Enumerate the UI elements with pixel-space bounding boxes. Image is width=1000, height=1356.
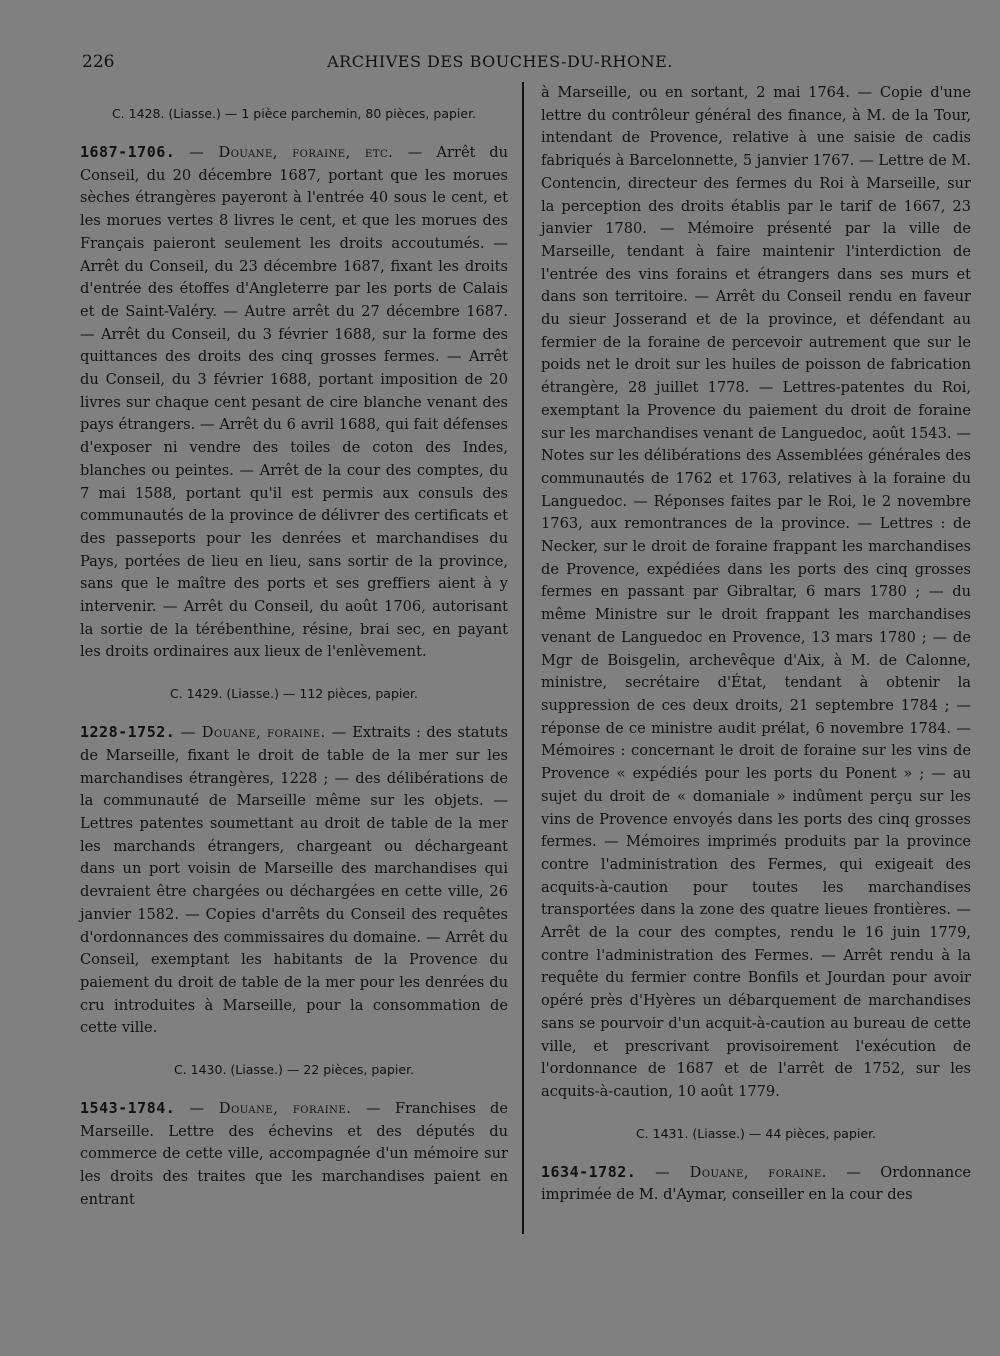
- entry-text: Franchises de Marseille. Lettre des échevins et des députés du commerce de cette ville, accompagnée d'un mémoire sur les droits des traites que les marchandises paient en entrant: [80, 1100, 508, 1208]
- entry-c1430-continued: [541, 82, 971, 1104]
- entry-cote: C. 1431. (Liasse.) — 44 pièces, papier.: [635, 1125, 877, 1141]
- entry-text: Arrêt du Conseil, du 20 décembre 1687, portant que les morues sèches étrangères payeront à l'entrée 40 sous le cent, et les morues vertes 8 livres le cent, et que les morues des Français paieront seulement les droits accoutumés. — Arrêt du Conseil, du 23 décembre 1687, fixant les droits d'entrée des étoffes d'Angleterre par les ports de Calais et de Saint-Valéry. — Autre arrêt du 27 décembre 1687. — Arrêt du Conseil, du 3 février 1688, sur la forme des quittances des droits des cinq grosses fermes. — Arrêt du Conseil, du 3 février 1688, portant imposition de 20 livres sur chaque cent pesant de cire blanche venant des pays étrangers. — Arrêt du 6 avril 1688, qui fait défenses d'exposer ni vendre des toiles de coton des Indes, blanches ou peintes. — Arrêt de la cour des comptes, du 7 mai 1588, portant qu'il est permis aux consuls des communautés de la province de délivrer des certificats et des passeports pour les denrées et marchandises du Pays, portées de lieu en lieu, sans sortir de la province, sans que le maître des ports et ses greffiers aient à y intervenir. — Arrêt du Conseil, du août 1706, autorisant la sortie de la térébenthine, résine, brai sec, en payant les droits ordinaires aux lieux de l'enlèvement.: [80, 144, 509, 661]
- right-column: [541, 82, 971, 1207]
- column-divider: [522, 82, 524, 1234]
- entry-subject: — Douane, foraine, etc. —: [189, 144, 423, 161]
- entry-date: 1634-1782.: [541, 1162, 637, 1181]
- entry-c1430: [80, 1062, 508, 1212]
- entry-date: 1687-1706.: [80, 143, 176, 161]
- page-header: [0, 52, 1000, 76]
- entry-body-continued: à Marseille, ou en sortant, 2 mai 1764. — Copie d'une lettre du contrôleur général des finance, à M. de la Tour, intendant de Provence, relative à une saisie de cadis fabriqués à Barcelonnette, 5 janvier 1767. — Lettre de M. Contencin, directeur des fermes du Roi à Marseille, sur la perception des droits établis par le tarif de 1667, 23 janvier 1780. — Mémoire présenté par la ville de Marseille, tendant à faire maintenir l'interdiction de l'entrée des vins forains et étrangers dans ses murs et dans son territoire. — Arrêt du Conseil rendu en faveur du sieur Josserand et de la province, et défendant au fermier de la foraine de percevoir autrement que sur le poids net le droit sur les huiles de poisson de fabrication étrangère, 28 juillet 1778. — Lettres-patentes du Roi, exemptant la Provence du paiement du droit de foraine sur les marchandises venant de Languedoc, août 1543. — Notes sur les délibérations des Assemblées générales des communautés de 1762 et 1763, relatives à la foraine du Languedoc. — Réponses faites par le Roi, le 2 novembre 1763, aux remontrances de la province. — Lettres : de Necker, sur le droit de foraine frappant les marchandises de Provence, expédiées dans les ports des cinq grosses fermes en passant par Gibraltar, 6 mars 1780 ; — du même Ministre sur le droit frappant les marchandises venant de Languedoc en Provence, 13 mars 1780 ; — de Mgr de Boisgelin, archevêque d'Aix, à M. de Calonne, ministre, secrétaire d'État, tendant à obtenir la suppression de ces deux droits, 21 septembre 1784 ; — réponse de ce ministre audit prélat, 6 novembre 1784. — Mémoires : concernant le droit de foraine sur les vins de Provence « expédiés pour les ports du Ponent » ; — au sujet du droit de « domaniale » indûment perçu sur les vins de Provence envoyés dans les ports des cinq grosses fermes. — Mémoires imprimés produits par la province contre l'administration des Fermes, qui exigeait des acquits-à-caution pour toutes les marchandises transportées dans la zone des quatre lieues frontières. — Arrêt de la cour des comptes, rendu le 16 juin 1779, contre l'administration des Fermes. — Arrêt rendu à la requête du fermier contre Bonfils et Jourdan pour avoir opéré près d'Hyères un débarquement de marchandises sans se pourvoir d'un acquit-à-caution au bureau de cette ville, et prescrivant provisoirement l'exécution de l'ordonnance de 1687 et de l'arrêt de 1752, sur les acquits-à-caution, 10 août 1779.: [541, 84, 971, 1100]
- entry-body: [541, 1161, 971, 1207]
- entry-date: 1543-1784.: [80, 1099, 176, 1118]
- entry-subject: — Douane, foraine. —: [655, 1163, 862, 1181]
- entry-subject: — Douane, foraine. —: [189, 1100, 381, 1118]
- entry-cote: C. 1428. (Liasse.) — 1 pièce parchemin, 80 pièces, papier.: [111, 106, 477, 121]
- entry-body: [80, 721, 508, 1040]
- entry-c1429: [80, 686, 508, 1040]
- entry-text: Ordonnance imprimée de M. d'Aymar, conseiller en la cour des: [541, 1163, 972, 1204]
- entry-cote: C. 1430. (Liasse.) — 22 pièces, papier.: [173, 1062, 415, 1078]
- page-number: 226: [82, 52, 115, 72]
- entry-text: Extraits : des statuts de Marseille, fixant le droit de table de la mer sur les marchandises étrangères, 1228 ; — des délibérations de la communauté de Marseille même sur les objets. — Lettres patentes soumettant au droit de table de la mer les marchands étrangers, chargeant ou déchargeant dans un port voisin de Marseille des marchandises qui devraient être chargées ou déchargées en cette ville, 26 janvier 1582. — Copies d'arrêts du Conseil des requêtes d'ordonnances des commissaires du domaine. — Arrêt du Conseil, exemptant les habitants de la Provence du paiement du droit de table de la mer pour les denrées du cru introduites à Marseille, pour la consommation de cette ville.: [80, 724, 509, 1037]
- entry-subject: — Douane, foraine. —: [180, 724, 347, 742]
- entry-c1431: [541, 1126, 971, 1207]
- left-column: [80, 86, 508, 1212]
- entry-c1428: [80, 106, 508, 664]
- running-title: ARCHIVES DES BOUCHES-DU-RHONE.: [327, 52, 673, 71]
- entry-date: 1228-1752.: [80, 723, 176, 742]
- entry-cote: C. 1429. (Liasse.) — 112 pièces, papier.: [169, 686, 419, 702]
- entry-body: [80, 141, 508, 664]
- entry-body: [80, 1097, 508, 1212]
